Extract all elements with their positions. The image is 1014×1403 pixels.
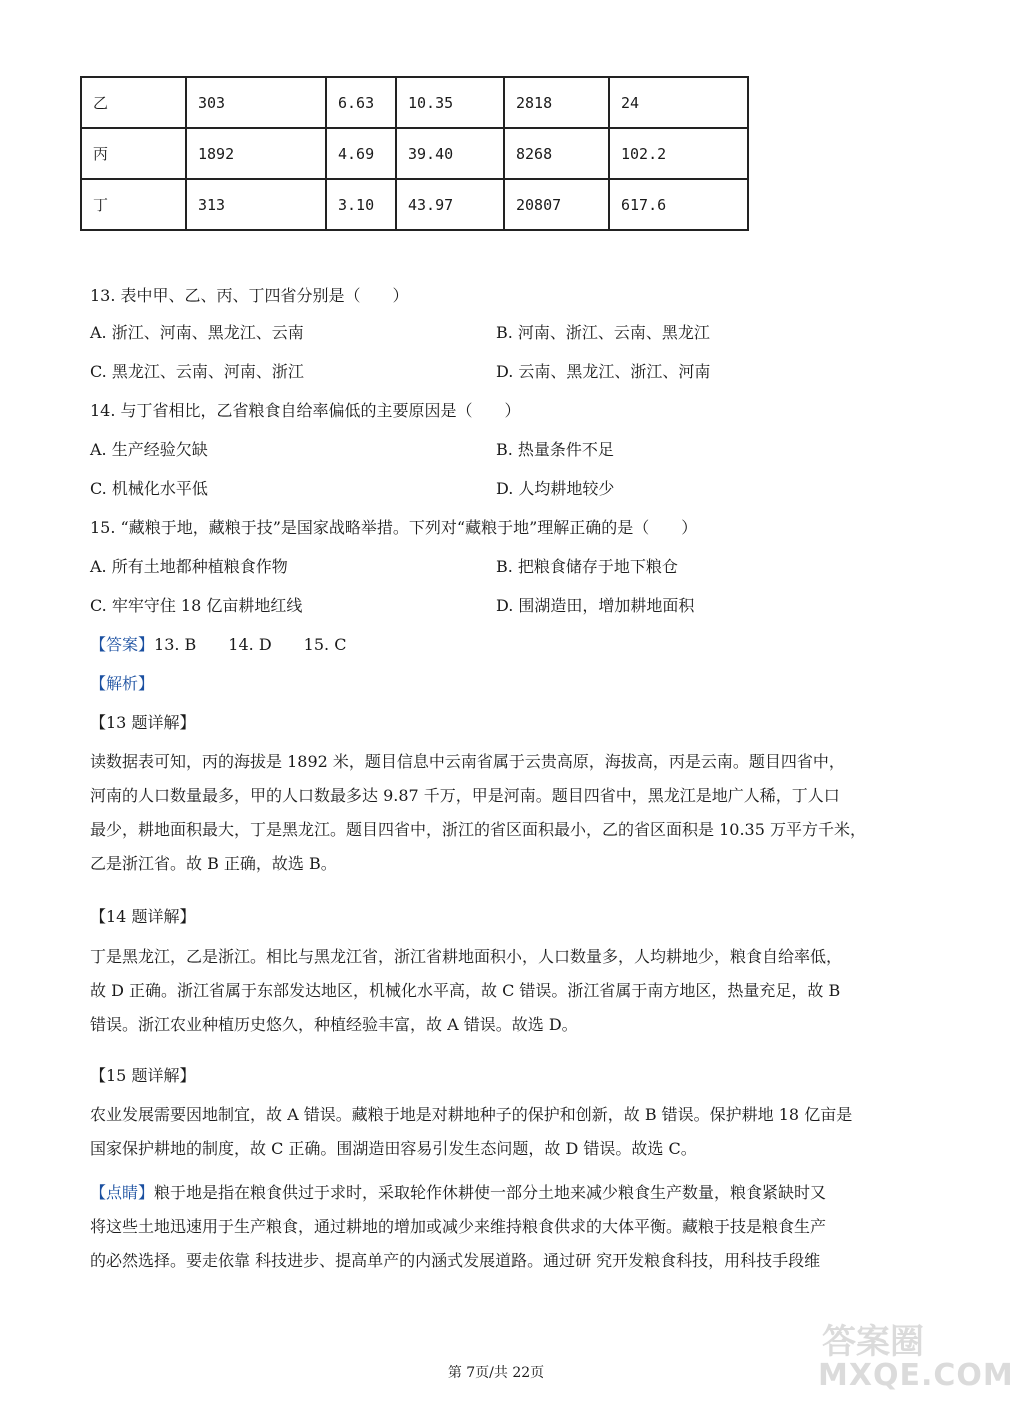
- table-cell: 乙: [81, 77, 186, 128]
- site-watermark: [812, 1312, 1014, 1397]
- question-13-stem: 13. 表中甲、乙、丙、丁四省分别是（ ）: [90, 286, 409, 305]
- table-cell: 39.40: [396, 128, 504, 179]
- note-body: [90, 1176, 902, 1278]
- table-cell: 303: [186, 77, 326, 128]
- detail-13-heading: 【13 题详解】: [90, 713, 196, 732]
- table-cell: 313: [186, 179, 326, 230]
- detail-13-line: 乙是浙江省。故 B 正确，故选 B。: [90, 854, 337, 873]
- watermark-bottom: MXQE.COM: [818, 1358, 1014, 1393]
- detail-13-line: 河南的人口数量最多，甲的人口数最多达 9.87 千万，甲是河南。题目四省中，黑龙江是地广人稀，丁人口: [90, 786, 840, 805]
- table-cell: 1892: [186, 128, 326, 179]
- question-15-stem: 15. “藏粮于地，藏粮于技”是国家战略举措。下列对“藏粮于地”理解正确的是（ ）: [90, 518, 698, 537]
- q13-option-b: B. 河南、浙江、云南、黑龙江: [496, 323, 710, 342]
- q15-option-b: B. 把粮食储存于地下粮仓: [496, 557, 678, 576]
- table-cell: 10.35: [396, 77, 504, 128]
- q14-option-c: C. 机械化水平低: [90, 479, 208, 498]
- table-row: [81, 179, 748, 230]
- q14-option-a: A. 生产经验欠缺: [90, 440, 208, 459]
- table-cell: 617.6: [609, 179, 748, 230]
- table-cell: 20807: [504, 179, 609, 230]
- answer-text: 13. B 14. D 15. C: [154, 635, 347, 654]
- q15-option-d: D. 围湖造田，增加耕地面积: [496, 596, 695, 615]
- q15-option-c: C. 牢牢守住 18 亿亩耕地红线: [90, 596, 303, 615]
- table-row: [81, 77, 748, 128]
- answer-tag: 【答案】: [90, 635, 155, 654]
- page-footer: 第 7页/共 22页: [447, 1365, 545, 1381]
- q14-option-d: D. 人均耕地较少: [496, 479, 615, 498]
- q14-option-b: B. 热量条件不足: [496, 440, 614, 459]
- detail-14-line: 错误。浙江农业种植历史悠久，种植经验丰富，故 A 错误。故选 D。: [90, 1015, 578, 1034]
- detail-15-body: [90, 1098, 902, 1166]
- table-cell: 43.97: [396, 179, 504, 230]
- note-line: 的必然选择。要走依靠 科技进步、提高单产的内涵式发展道路。通过研 究开发粮食科技，用科技手段维: [90, 1251, 821, 1270]
- detail-14-line: 故 D 正确。浙江省属于东部发达地区，机械化水平高，故 C 错误。浙江省属于南方地区，热量充足，故 B: [90, 981, 841, 1000]
- data-table: [80, 76, 749, 231]
- detail-14-body: [90, 940, 902, 1042]
- table-cell: 丙: [81, 128, 186, 179]
- table-cell: 102.2: [609, 128, 748, 179]
- detail-13-body: [90, 745, 902, 881]
- analysis-tag: 【解析】: [90, 674, 155, 693]
- q13-option-a: A. 浙江、河南、黑龙江、云南: [90, 323, 304, 342]
- q15-option-a: A. 所有土地都种植粮食作物: [90, 557, 288, 576]
- note-tag: 【点睛】: [90, 1183, 155, 1202]
- table-cell: 丁: [81, 179, 186, 230]
- table-cell: 2818: [504, 77, 609, 128]
- table-cell: 4.69: [326, 128, 396, 179]
- q13-option-c: C. 黑龙江、云南、河南、浙江: [90, 362, 304, 381]
- note-line: 将这些土地迅速用于生产粮食，通过耕地的增加或减少来维持粮食供求的大体平衡。藏粮于技是粮食生产: [90, 1217, 827, 1236]
- detail-14-line: 丁是黑龙江，乙是浙江。相比与黑龙江省，浙江省耕地面积小，人口数量多，人均耕地少，粮食自给率低，: [90, 947, 843, 966]
- detail-15-line: 国家保护耕地的制度，故 C 正确。围湖造田容易引发生态问题，故 D 错误。故选 C。: [90, 1139, 697, 1158]
- table-cell: 6.63: [326, 77, 396, 128]
- table-cell: 24: [609, 77, 748, 128]
- table-row: [81, 128, 748, 179]
- detail-13-line: 读数据表可知，丙的海拔是 1892 米，题目信息中云南省属于云贵高原，海拔高，丙是云南。题目四省中，: [90, 752, 845, 771]
- note-line: 【点睛】粮于地是指在粮食供过于求时，采取轮作休耕使一部分土地来减少粮食生产数量，粮食紧缺时又: [90, 1183, 827, 1202]
- table-cell: 8268: [504, 128, 609, 179]
- q13-option-d: D. 云南、黑龙江、浙江、河南: [496, 362, 711, 381]
- watermark-top: 答案圈: [822, 1322, 924, 1362]
- detail-13-line: 最少，耕地面积最大，丁是黑龙江。题目四省中，浙江的省区面积最小，乙的省区面积是 10.35 万平方千米，: [90, 820, 866, 839]
- answer-line: [90, 635, 346, 655]
- detail-15-heading: 【15 题详解】: [90, 1066, 196, 1085]
- question-14-stem: 14. 与丁省相比，乙省粮食自给率偏低的主要原因是（ ）: [90, 401, 521, 420]
- table-cell: 3.10: [326, 179, 396, 230]
- detail-15-line: 农业发展需要因地制宜，故 A 错误。藏粮于地是对耕地种子的保护和创新，故 B 错误。保护耕地 18 亿亩是: [90, 1105, 853, 1124]
- detail-14-heading: 【14 题详解】: [90, 907, 196, 926]
